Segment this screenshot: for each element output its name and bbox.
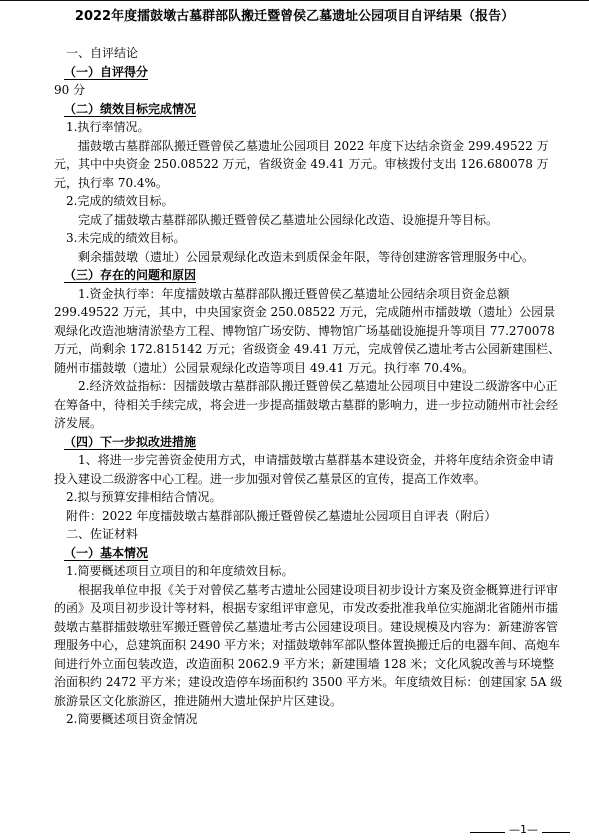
section-heading-2: 二、佐证材料 bbox=[66, 527, 139, 541]
document-body bbox=[54, 44, 564, 729]
page-footer bbox=[0, 822, 589, 840]
subsection-heading-problems bbox=[54, 266, 564, 285]
item-project-funds: 2.简要概述项目资金情况 bbox=[66, 712, 198, 726]
item-budget-combination: 2.拟与预算安排相结合情况。 bbox=[66, 490, 222, 504]
score-value: 90 分 bbox=[54, 83, 86, 97]
subsection-heading-problems-text: （三）存在的问题和原因 bbox=[64, 268, 197, 282]
attachment-note: 附件：2022 年度擂鼓墩古墓群部队搬迁暨曾侯乙墓遗址公园项目自评表（附后） bbox=[66, 508, 497, 523]
paragraph-project-purpose: 根据我单位申报《关于对曾侯乙墓考古遗址公园建设项目初步设计方案及资金概算进行评审的函》及项目初步设计等材料，根据专家组评审意见，市发改委批准我单位实施湖北省随州市擂鼓墩古墓群擂鼓墩驻军搬迁暨曾侯乙墓遗址考古公园建设项目。建设规模及内容为：新建游客管理服务中心，总建筑面积 2490 平方米；对擂鼓墩韩军部队整体置换搬迁后的电器车间、高炮车间进行外立面包装改造，改造面积 2062.9 平方米；新建围墙 128 米；文化风貌改善与环境整治面积约 2472 平方米；建设改造停车场面积约 3500 平方米。年度绩效目标：创建国家 5A 级旅游景区文化旅游区，推进随州大遗址保护片区建设。 bbox=[54, 582, 563, 708]
subsection-heading-improvements bbox=[54, 433, 564, 452]
subsection-heading-score-text: （一）自评得分 bbox=[64, 64, 149, 79]
item-completed-goals: 2.完成的绩效目标。 bbox=[66, 194, 174, 208]
item-execution-rate: 1.执行率情况。 bbox=[66, 120, 150, 134]
paragraph-execution-rate: 擂鼓墩古墓群部队搬迁暨曾侯乙墓遗址公园项目 2022 年度下达结余资金 299.49522 万元，其中中央资金 250.08522 万元，省级资金 49.41 万元。审核拨付支出 126.680078 万元，执行率 70.4%。 bbox=[54, 138, 549, 190]
paragraph-improvement-1: 1、将进一步完善资金使用方式，申请擂鼓墩古墓群基本建设资金，并将年度结余资金申请投入建设二级游客中心工程。进一步加强对曾侯乙墓景区的宣传，提高工作效率。 bbox=[54, 453, 554, 486]
top-border-line bbox=[0, 0, 589, 1]
subsection-heading-improvements-text: （四）下一步拟改进措施 bbox=[64, 434, 197, 449]
subsection-heading-goals bbox=[54, 100, 564, 119]
item-uncompleted-goals: 3.未完成的绩效目标。 bbox=[66, 231, 186, 245]
document-title: 2022年度擂鼓墩古墓群部队搬迁暨曾侯乙墓遗址公园项目自评结果（报告） bbox=[74, 9, 515, 24]
paragraph-fund-execution: 1.资金执行率：年度擂鼓墩古墓群部队搬迁暨曾侯乙墓遗址公园结余项目资金总额 299.49522 万元，其中，中央国家资金 250.08522 万元，完成随州市擂鼓墩（遗址）公园景观绿化改造池塘清淤垫方工程、博物馆广场安防、博物馆广场基础设施提升等项目 77.270078 万元，尚剩余 172.815142 万元；省级资金 49.41 万元，完成曾侯乙遗址考古公园新建围栏、随州市擂鼓墩（遗址）公园景观绿化改造等项目 49.41 万元。执行率 70.4%。 bbox=[54, 286, 561, 375]
page-number: —1— bbox=[505, 823, 542, 836]
subsection-heading-basic-text: （一）基本情况 bbox=[64, 545, 149, 560]
subsection-heading-basic bbox=[54, 544, 564, 563]
paragraph-completed-goals: 完成了擂鼓墩古墓群部队搬迁暨曾侯乙墓遗址公园绿化改造、设施提升等目标。 bbox=[78, 212, 499, 227]
subsection-heading-goals-text: （二）绩效目标完成情况 bbox=[64, 101, 197, 116]
paragraph-economic-benefit: 2.经济效益指标：因擂鼓墩古墓群部队搬迁暨曾侯乙墓遗址公园项目中建设二级游客中心正在筹备中，待相关手续完成，将会进一步提高擂鼓墩古墓群的影响力，进一步拉动随州市社会经济发展。 bbox=[54, 379, 559, 430]
subsection-heading-score bbox=[54, 63, 564, 82]
section-heading-1: 一、自评结论 bbox=[66, 46, 139, 60]
paragraph-uncompleted-goals: 剩余擂鼓墩（遗址）公园景观绿化改造未到质保金年限，等待创建游客管理服务中心。 bbox=[78, 249, 535, 264]
item-project-purpose: 1.简要概述项目立项目的和年度绩效目标。 bbox=[66, 564, 294, 578]
